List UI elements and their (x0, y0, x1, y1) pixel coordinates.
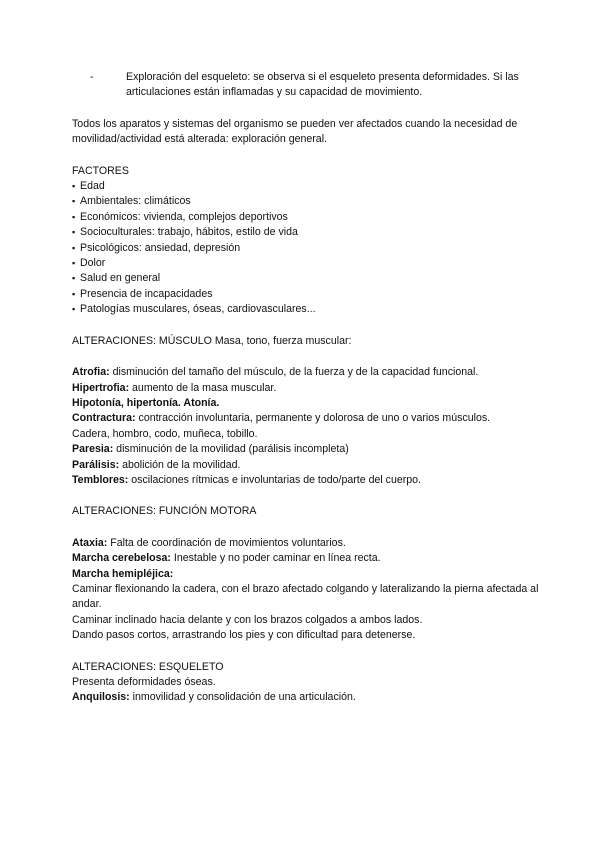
ataxia-text: Falta de coordinación de movimientos voluntarios. (107, 536, 346, 549)
factor-item (72, 179, 542, 194)
deformidades-line: Presenta deformidades óseas. (72, 676, 216, 688)
paralisis-term: Parálisis: (72, 458, 120, 471)
factor-item (72, 287, 542, 302)
factor-text: Psicológicos: ansiedad, depresión (80, 241, 241, 254)
hemiplejica-line-3: Dando pasos cortos, arrastrando los pies y con dificultad para detenerse. (72, 629, 416, 642)
factor-item (72, 302, 542, 317)
anquilosis-text: inmovilidad y consolidación de una articulación. (129, 691, 356, 704)
atrofia-definition (72, 365, 542, 380)
factor-item (72, 241, 542, 256)
temblores-term: Temblores: (72, 473, 129, 486)
factor-text: Presencia de incapacidades (80, 287, 213, 300)
paralisis-text: abolición de la movilidad. (119, 458, 241, 471)
paralisis-definition (72, 458, 542, 473)
factor-text: Dolor (80, 257, 106, 270)
factor-item (72, 225, 542, 240)
bullet-icon: ▪ (72, 273, 76, 284)
contractura-examples: Cadera, hombro, codo, muñeca, tobillo. (72, 427, 258, 440)
factor-item (72, 271, 542, 286)
factores-list (72, 179, 542, 318)
motora-heading: ALTERACIONES: FUNCIÓN MOTORA (72, 505, 257, 518)
hipertrofia-text: aumento de la masa muscular. (129, 381, 277, 394)
paresia-text: disminución de la movilidad (parálisis incompleta) (113, 443, 349, 456)
hipotonia-term: Hipotonía, hipertonía. Atonía. (72, 396, 220, 409)
hipertrofia-definition (72, 381, 542, 396)
musculo-heading: ALTERACIONES: MÚSCULO Masa, tono, fuerza muscular: (72, 334, 352, 347)
paresia-definition (72, 442, 542, 457)
factor-text: Socioculturales: trabajo, hábitos, estilo de vida (80, 226, 298, 239)
bullet-icon: ▪ (72, 211, 76, 222)
hipotonia-line (72, 396, 542, 411)
factores-heading: FACTORES (72, 164, 129, 177)
factor-text: Patologías musculares, óseas, cardiovasculares... (80, 303, 316, 316)
hemiplejica-term: Marcha hemipléjica: (72, 567, 174, 580)
temblores-text: oscilaciones rítmicas e involuntarias de todo/parte del cuerpo. (128, 473, 421, 486)
general-exploration-paragraph: Todos los aparatos y sistemas del organismo se pueden ver afectados cuando la necesidad de movilidad/actividad está alterada: exploración general. (72, 117, 518, 146)
exploration-text: Exploración del esqueleto: se observa si el esqueleto presenta deformidades. Si las articulaciones están inflamadas y su capacidad de movimiento. (126, 71, 519, 99)
document-page (72, 70, 542, 706)
bullet-icon: ▪ (72, 258, 76, 269)
factor-item (72, 210, 542, 225)
factor-item (72, 256, 542, 271)
atrofia-term: Atrofia: (72, 366, 110, 379)
atrofia-text: disminución del tamaño del músculo, de la fuerza y de la capacidad funcional. (109, 366, 479, 379)
cerebelosa-definition (72, 551, 542, 566)
factor-item (72, 194, 542, 209)
anquilosis-definition (72, 690, 542, 705)
anquilosis-term: Anquilosis: (72, 691, 130, 704)
ataxia-definition (72, 536, 542, 551)
hipertrofia-term: Hipertrofia: (72, 381, 130, 394)
dash-marker: - (90, 71, 94, 83)
factor-text: Edad (80, 180, 105, 193)
bullet-icon: ▪ (72, 196, 76, 207)
hemiplejica-line-1: Caminar flexionando la cadera, con el brazo afectado colgando y lateralizando la pierna afectada al andar. (72, 582, 539, 611)
esqueleto-heading: ALTERACIONES: ESQUELETO (72, 660, 224, 673)
contractura-text: contracción involuntaria, permanente y dolorosa de uno o varios músculos. (135, 412, 491, 425)
bullet-icon: ▪ (72, 227, 76, 238)
temblores-definition (72, 473, 542, 488)
paresia-term: Paresia: (72, 443, 114, 456)
factor-text: Salud en general (80, 272, 161, 285)
hemiplejica-line-2: Caminar inclinado hacia delante y con los brazos colgados a ambos lados. (72, 613, 423, 626)
factor-text: Económicos: vivienda, complejos deportivos (80, 210, 288, 223)
hemiplejica-heading (72, 567, 542, 582)
contractura-definition (72, 411, 542, 426)
bullet-icon: ▪ (72, 304, 76, 315)
contractura-term: Contractura: (72, 412, 136, 425)
bullet-icon: ▪ (72, 181, 76, 192)
factor-text: Ambientales: climáticos (80, 195, 191, 208)
cerebelosa-text: Inestable y no poder caminar en línea recta. (170, 552, 381, 565)
bullet-icon: ▪ (72, 242, 76, 253)
exploration-list-item (90, 70, 542, 101)
ataxia-term: Ataxia: (72, 536, 108, 549)
bullet-icon: ▪ (72, 288, 76, 299)
cerebelosa-term: Marcha cerebelosa: (72, 552, 171, 565)
